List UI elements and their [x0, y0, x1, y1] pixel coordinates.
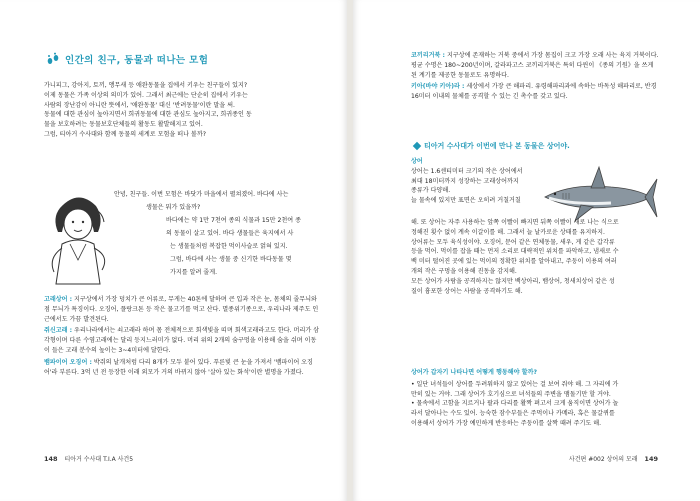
- answer-line: • 물속에서 고함을 지르거나 팔과 다리를 활짝 펴고서 크게 움직이면 상어가 놀: [411, 400, 619, 408]
- intro-line: 이제 동물은 가족 이상의 의미가 있어. 그래서 최근에는 단순히 집에서 키우는: [44, 91, 248, 99]
- section-heading: [414, 141, 570, 151]
- shark-body-line: 모든 상어가 사람을 공격하지는 않지만 백상아리, 뱀상어, 청새치상어 같은 성: [411, 277, 615, 285]
- animal-desc: 지구상에 존재하는 거북 중에서 가장 몸집이 크고 가장 오래 사는 육지 거북이다. 평균 수명은 180~200년이며, 갈라파고스 코끼리거북은 특히 다윈이 《종의 기원》을 쓰게 된 계기를 제공한 동물로도 유명하다.: [411, 52, 659, 79]
- shark-body-line: 개의 작은 구멍을 이용해 진동을 감지해.: [411, 267, 517, 275]
- animal-entry: [411, 51, 659, 80]
- animal-name: 고래상어 :: [44, 296, 73, 303]
- left-page: [0, 0, 347, 501]
- animal-entry: [44, 326, 320, 355]
- answer-line: • 일단 녀석들이 상어를 두려워하지 않고 있어는 걸 보여 줘야 해. 그 자리에 가: [411, 380, 619, 388]
- footer-text: 티아거 수사대 T.I.A 사건5: [64, 456, 134, 463]
- shark-body-line: 해. 또 상어는 자주 사용하는 앞쪽 이빨이 빠지면 뒤쪽 이빨이 새로 나는 식으로: [411, 219, 619, 226]
- speech-line: 그럼, 바다에 사는 생물 중 신기한 바다동물 몇: [170, 256, 292, 263]
- intro-line: 동물에 대한 관심이 높아지면서 희귀동물에 대한 관심도 높아지고, 희귀종인 동: [44, 111, 252, 119]
- left-title: 인간의 친구, 동물과 떠나는 모험: [65, 55, 209, 66]
- diamond-bullet-icon: [413, 142, 421, 150]
- right-footer: [569, 454, 658, 463]
- right-animal-list: [411, 51, 659, 102]
- intro-line: 물을 보호하려는 동물보호단체들의 활동도 활발해지고 있어.: [44, 121, 203, 129]
- page-number: 148: [44, 455, 58, 463]
- left-footer: [44, 454, 133, 463]
- animal-desc: 우리나라에서는 쇠고래라 하며 몸 전체적으로 회색빛을 띠며 회색고래라고도 한다. 머리가 삼각형이며 다른 수염고래에는 달리 등지느러미가 없다. 머리 위의 2개의 숨구멍을 이용해 숨을 쉬며 이동이 들은 고래 분수의 높이는 3~4미터에 달한다.: [44, 327, 320, 354]
- intro-paragraph: [44, 81, 320, 140]
- animal-desc: 세상에서 가장 큰 해파리. 유령해파리과에 속하는 바독성 해파리로, 반경 16미터 이내의 물체를 공격할 수 있는 긴 촉수를 갖고 있다.: [411, 83, 657, 101]
- shark-question: 상어가 갑자기 나타나면 어떻게 행동해야 할까?: [411, 369, 537, 376]
- speech-bubble-text: [114, 188, 324, 279]
- footer-text: 사건편 #002 상어의 모래: [568, 456, 638, 463]
- animal-name: 쥐신고래 :: [44, 327, 73, 335]
- left-title-row: [46, 52, 208, 66]
- animal-desc: 박쥐의 날개처럼 다리 8개가 모두 붙어 있다. 푸른빛 큰 눈을 가져서 '뱀파이어 오징어'라 부른다. 3억 년 전 등장한 이래 외모가 거의 바뀌지 않아 '살아 있는 화석'이란 별명을 가졌다.: [44, 358, 313, 376]
- shark-body-line: 질이 흉포한 상어는 사람을 공격하기도 해.: [411, 287, 523, 295]
- answer-line: 만히 있는 거야. 그래 상어가 호기심으로 녀석들의 주변을 맴돌기만 할 거야.: [411, 390, 611, 398]
- shark-body-line: 백 미터 떨어진 곳에 있는 먹이의 정확한 위치를 알아내고, 주둥이 이용의 여러: [411, 258, 617, 266]
- section-title: 티아거 수사대가 이번에 만나 본 동물은 상어야.: [424, 142, 570, 150]
- shark-body-line: 정해진 횟수 없이 계속 이갈이를 해. 그래서 늘 날카로운 상태를 유지하지.: [411, 228, 605, 236]
- answer-line: 이용해서 상어가 가장 예민하게 반응하는 주둥이를 살짝 때려 주기도 해.: [411, 419, 602, 427]
- intro-line: 가니피그, 강아지, 토끼, 앵무새 등 애완동물을 집에서 키우는 친구들이 있지?: [44, 82, 248, 89]
- speech-line: 바다에는 약 1만 7천여 종의 식물과 15만 2천여 종: [166, 217, 301, 224]
- intro-line: 그럼, 티아거 수사대와 함께 동물의 세계로 모험을 떠나 볼까?: [44, 130, 206, 138]
- shark-line: 늘 물속에 있지만 표면은 오히려 거칠거칠: [411, 197, 521, 205]
- shark-intro: [411, 157, 543, 206]
- answer-line: 라서 달아나는 수도 있어. 능숙한 잠수부들은 주먹이나 카메라, 혹은 물갈퀴를: [411, 410, 615, 418]
- shark-line: 최대 18미터까지 성장하는 고래상어까지: [411, 177, 519, 185]
- animal-name: 키아(바야 키아)라 :: [411, 83, 465, 91]
- animal-desc: 지구상에서 가장 덩치가 큰 어류로, 무게는 40톤에 달하며 큰 입과 작은 눈, 몸체의 줄무늬와 점 무늬가 특징이다. 오징어, 플랑크톤 등 작은 물고기를 먹고 산다. 멸종위기종으로, 우리나라 제주도 인근에서도 가끔 발견된다.: [44, 296, 319, 323]
- animal-entry: [411, 82, 659, 102]
- shark-line: 종류가 다양해.: [411, 187, 451, 195]
- animal-name: 코끼리거북 :: [411, 52, 445, 59]
- animal-list: [44, 295, 320, 377]
- animal-entry: [44, 358, 320, 378]
- footprint-icon: [46, 52, 60, 66]
- shark-body-line: 등을 먹어. 먹이를 잡을 때는 먼저 소리로 대략적인 위치를 파악하고, 냄새로 수: [411, 248, 619, 256]
- intro-line: 사람의 장난감이 아니란 뜻에서, '애완동물' 대신 '반려동물'이란 말을 써.: [44, 101, 235, 109]
- speech-line: 안녕, 친구들. 이번 모험은 바닷가 마을에서 펼쳐졌어. 바다에 사는: [114, 191, 289, 198]
- shark-body-line: 상어류는 모두 육식성이야. 오징어, 문어 같은 연체동물, 새우, 게 같은 갑각류: [411, 238, 615, 246]
- speech-line: 가지를 알려 줄게.: [170, 269, 218, 276]
- animal-name: 뱀파이어 오징어 :: [44, 358, 92, 366]
- shark-body-text: [411, 218, 661, 296]
- speech-line: 의 동물이 살고 있어. 바다 생물들은 육지에서 사: [166, 230, 294, 237]
- shark-qa: [411, 368, 661, 429]
- speech-line: 는 생물들처럼 복잡한 먹이사슬로 얽혀 있지.: [170, 243, 288, 250]
- girl-illustration: [40, 188, 116, 286]
- shark-heading: 상어: [411, 158, 423, 165]
- page-number: 149: [644, 455, 658, 463]
- animal-entry: [44, 295, 320, 324]
- shark-line: 상어는 1.6센티미터 크기의 작은 상어에서: [411, 167, 523, 175]
- speech-line: 생물은 뭐가 있을까?: [146, 204, 201, 211]
